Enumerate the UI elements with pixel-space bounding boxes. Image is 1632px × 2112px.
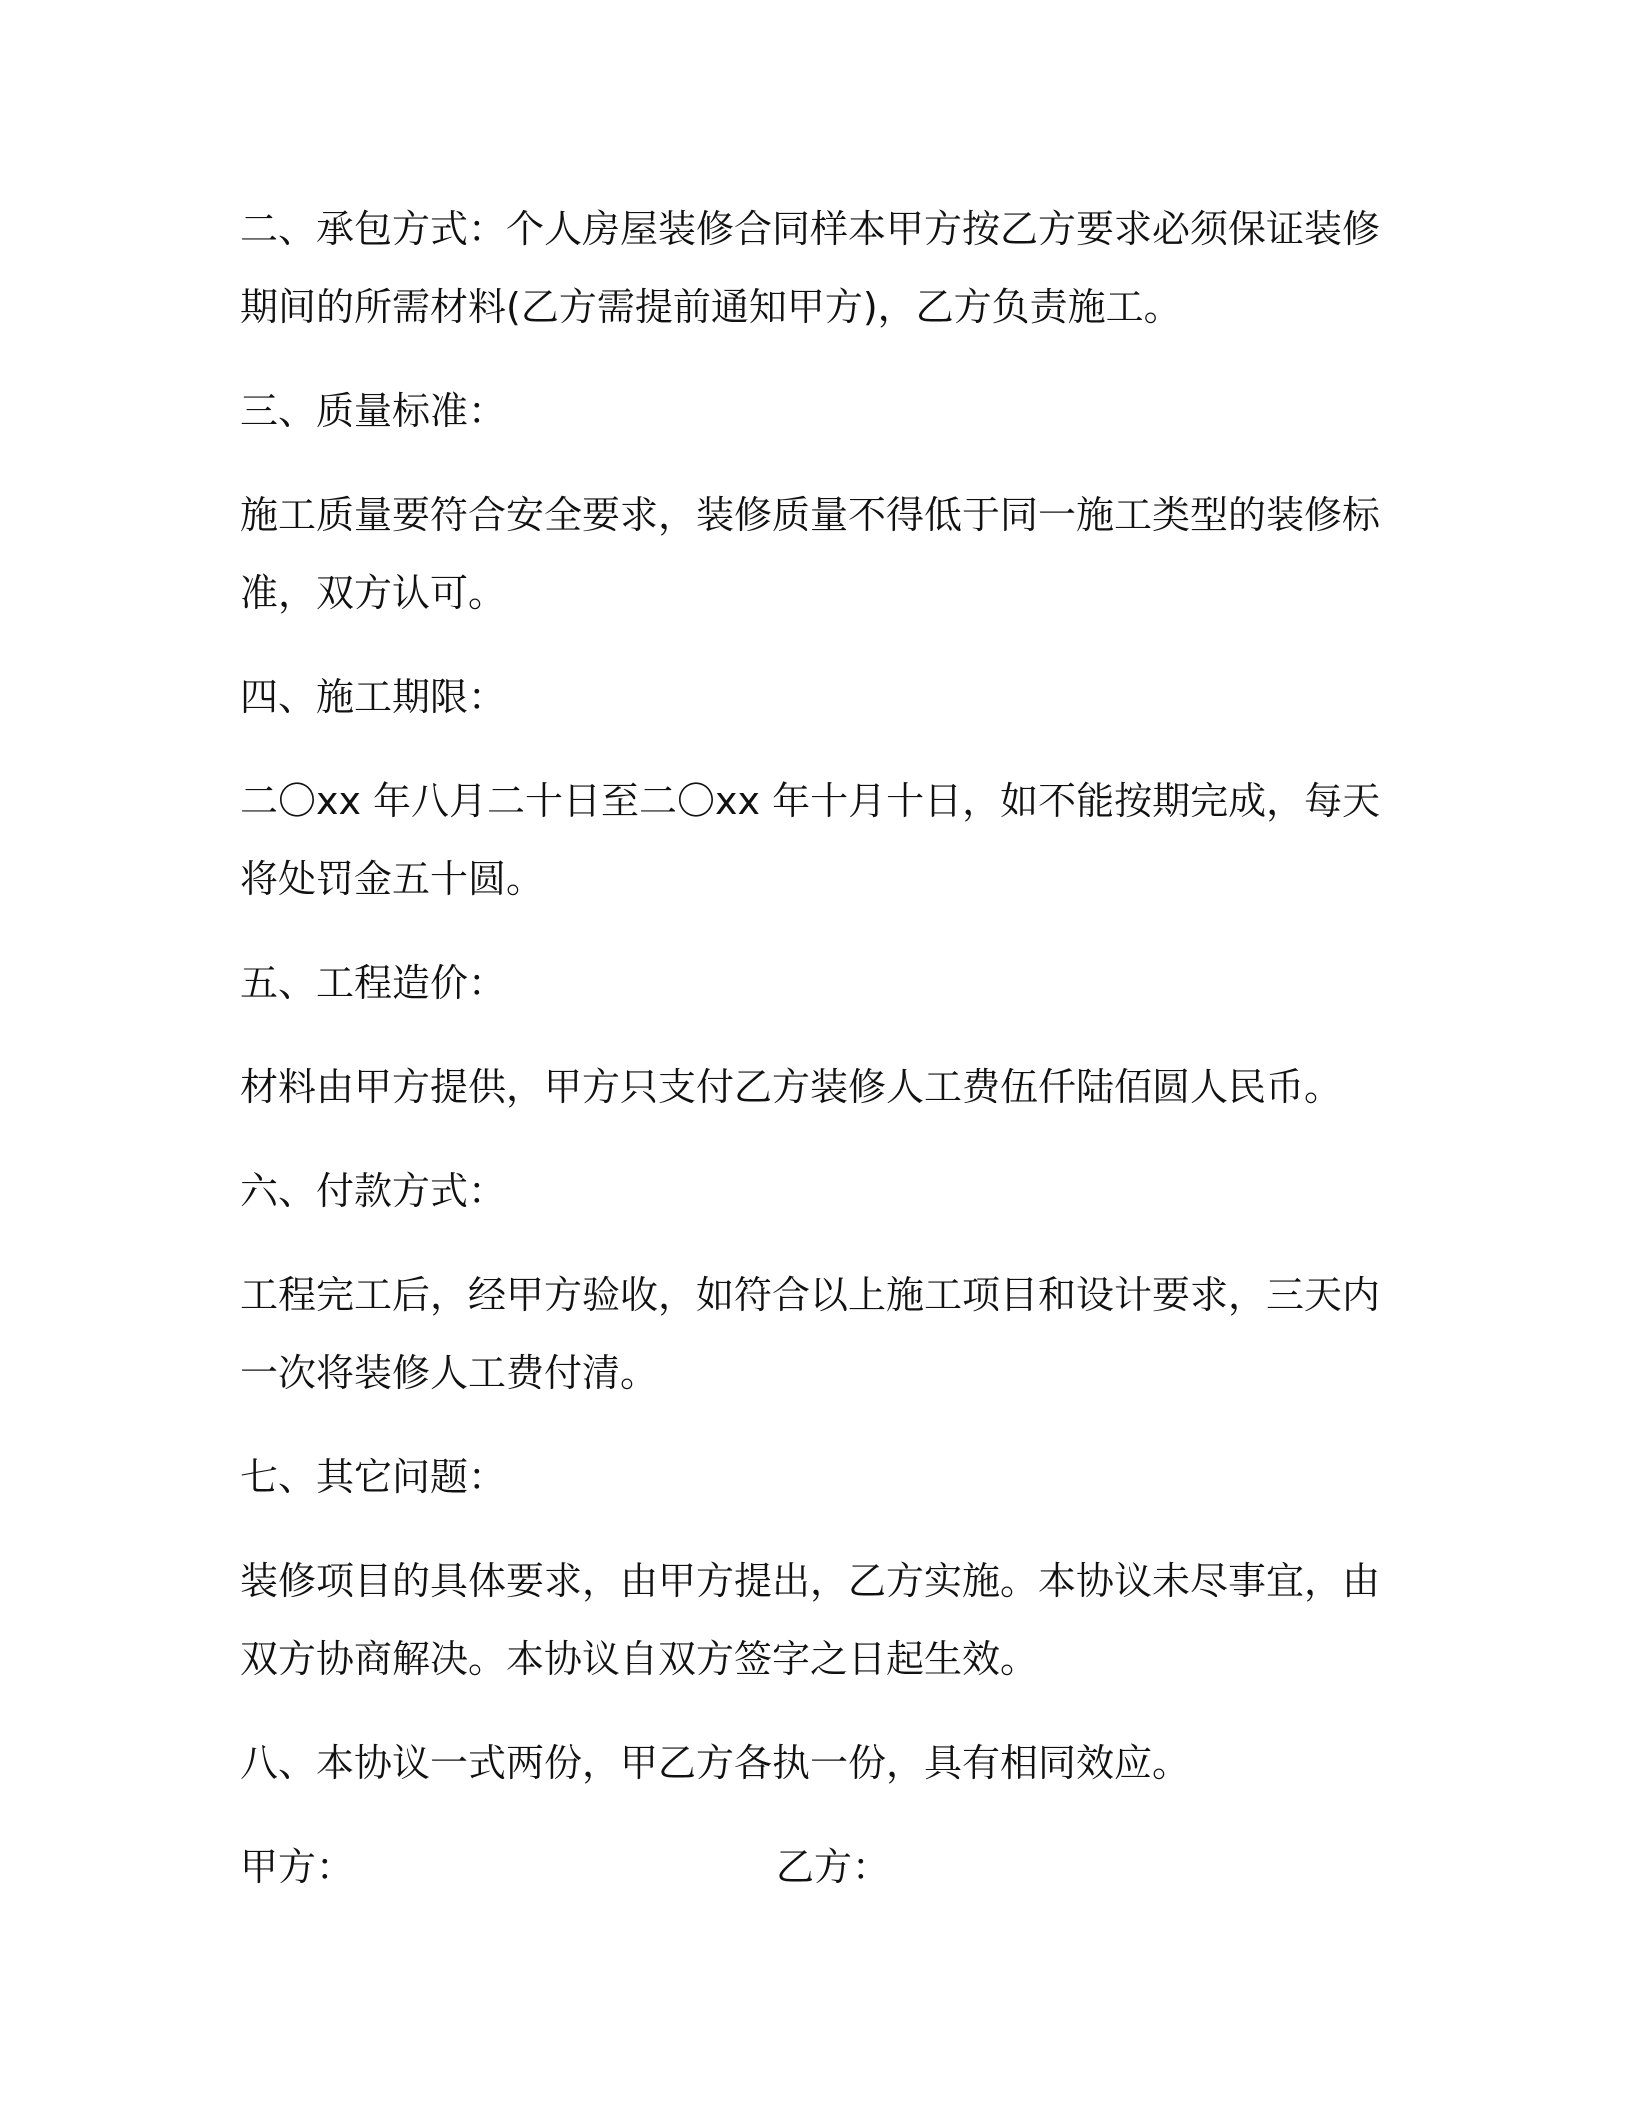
- paragraph-gap: [240, 736, 1400, 762]
- paragraph-gap: [240, 1698, 1400, 1724]
- section-4-body: 二〇xx 年八月二十日至二〇xx 年十月十日，如不能按期完成，每天将处罚金五十圆。: [240, 779, 1381, 901]
- section-7-title: 七、其它问题：: [240, 1455, 507, 1499]
- section-7-body: 装修项目的具体要求，由甲方提出，乙方实施。本协议未尽事宜，由双方协商解决。本协议自双方签字之日起生效。: [240, 1559, 1381, 1681]
- party-a-signature-label: 甲方：: [240, 1845, 355, 1889]
- section-8-copies: 八、本协议一式两份，甲乙方各执一份，具有相同效应。: [240, 1741, 1191, 1785]
- section-6-body: 工程完工后，经甲方验收，如符合以上施工项目和设计要求，三天内一次将装修人工费付清。: [240, 1273, 1381, 1395]
- section-6-title: 六、付款方式：: [240, 1169, 507, 1213]
- paragraph-gap: [240, 1516, 1400, 1542]
- paragraph-gap: [240, 1126, 1400, 1152]
- section-3-title: 三、质量标准：: [240, 389, 507, 433]
- section-4-title: 四、施工期限：: [240, 675, 507, 719]
- party-b-signature-label: 乙方：: [776, 1845, 891, 1889]
- section-5-body: 材料由甲方提供，甲方只支付乙方装修人工费伍仟陆佰圆人民币。: [240, 1065, 1343, 1109]
- signature-row: [240, 1828, 1400, 1906]
- paragraph-gap: [240, 918, 1400, 944]
- paragraph-gap: [240, 1412, 1400, 1438]
- paragraph-gap: [240, 1230, 1400, 1256]
- paragraph-gap: [240, 1022, 1400, 1048]
- document-body: [240, 190, 1400, 1906]
- paragraph-gap: [240, 632, 1400, 658]
- section-2-contract-method: 二、承包方式：个人房屋装修合同样本甲方按乙方要求必须保证装修期间的所需材料(乙方需提前通知甲方)，乙方负责施工。: [240, 207, 1381, 329]
- section-3-body: 施工质量要符合安全要求，装修质量不得低于同一施工类型的装修标准，双方认可。: [240, 493, 1381, 615]
- paragraph-gap: [240, 450, 1400, 476]
- section-5-title: 五、工程造价：: [240, 961, 507, 1005]
- paragraph-gap: [240, 346, 1400, 372]
